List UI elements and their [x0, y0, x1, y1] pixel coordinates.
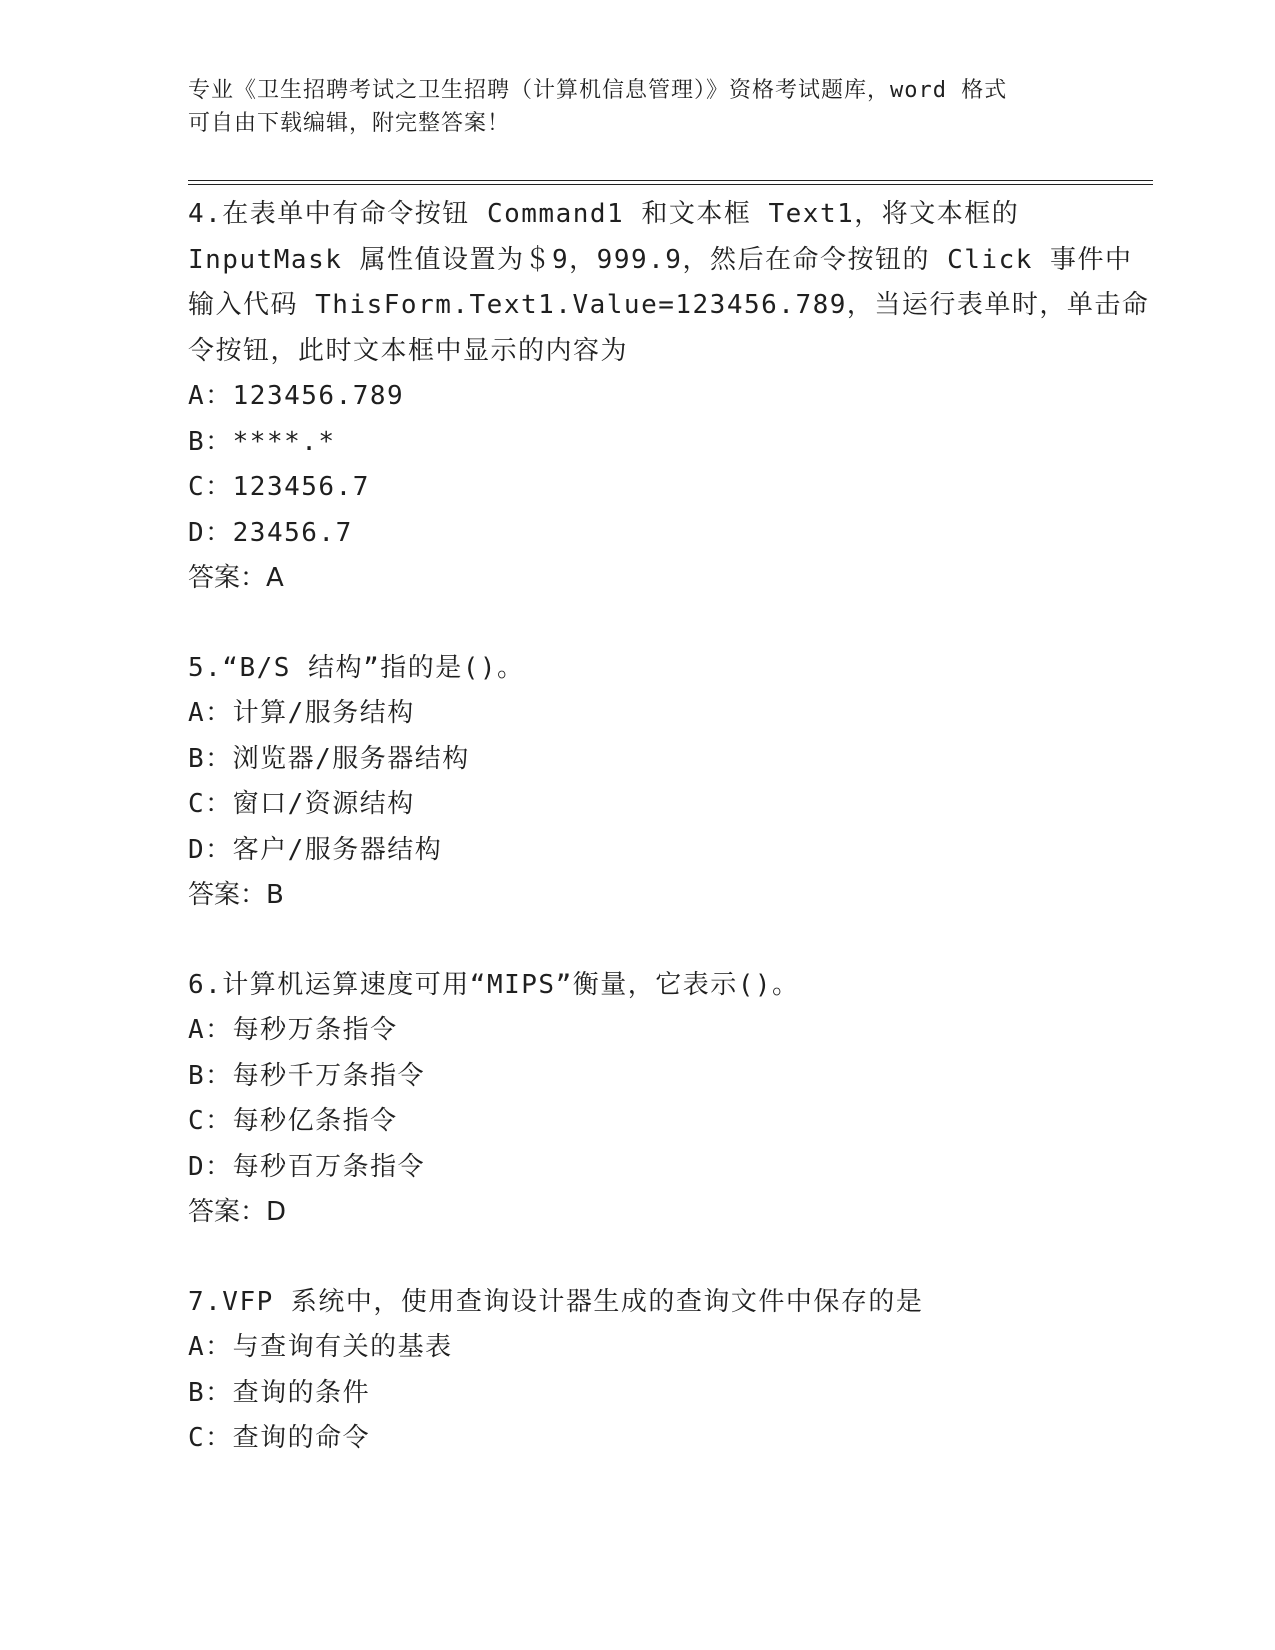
option-a: A：123456.789	[188, 381, 405, 411]
question-stem-line: InputMask 属性值设置为＄9，999.9，然后在命令按钮的 Click 事件中	[188, 244, 1133, 275]
answer-label: 答案：B	[188, 880, 284, 910]
option-c: C：123456.7	[188, 472, 370, 502]
spacer	[188, 602, 1088, 646]
option-a: A：计算/服务结构	[188, 698, 415, 728]
question-6	[188, 963, 1088, 1236]
document-header	[188, 74, 1088, 140]
header-divider-bottom	[188, 184, 1153, 185]
option-c: C：查询的命令	[188, 1423, 371, 1453]
option-d: D：23456.7	[188, 517, 353, 548]
question-stem-line: 4.在表单中有命令按钮 Command1 和文本框 Text1，将文本框的	[188, 199, 1020, 229]
question-list	[188, 192, 1150, 1462]
spacer	[188, 919, 1088, 963]
question-stem-line: 5.“B/S 结构”指的是()。	[188, 652, 525, 683]
question-stem-line: 6.计算机运算速度可用“MIPS”衡量，它表示()。	[188, 969, 800, 1000]
option-d: D：每秒百万条指令	[188, 1151, 426, 1182]
option-d: D：客户/服务器结构	[188, 834, 443, 865]
question-4	[188, 192, 1150, 602]
question-stem-line: 7.VFP 系统中，使用查询设计器生成的查询文件中保存的是	[188, 1286, 924, 1317]
option-b: B：浏览器/服务器结构	[188, 743, 470, 774]
option-c: C：窗口/资源结构	[188, 789, 415, 819]
question-7	[188, 1280, 1088, 1462]
question-stem-line: 输入代码 ThisForm.Text1.Value=123456.789，当运行表单时，单击命	[188, 290, 1150, 320]
question-5	[188, 646, 1088, 919]
option-b: B：****.*	[188, 426, 336, 457]
answer-label: 答案：D	[188, 1197, 287, 1227]
option-b: B：查询的条件	[188, 1377, 371, 1408]
option-a: A：每秒万条指令	[188, 1015, 398, 1045]
question-stem-line: 令按钮，此时文本框中显示的内容为	[188, 335, 629, 366]
option-c: C：每秒亿条指令	[188, 1106, 398, 1136]
header-line-1: 专业《卫生招聘考试之卫生招聘（计算机信息管理）》资格考试题库，word 格式	[188, 78, 1008, 103]
answer-label: 答案：A	[188, 563, 284, 593]
header-line-2: 可自由下载编辑，附完整答案！	[188, 111, 511, 136]
option-a: A：与查询有关的基表	[188, 1332, 453, 1362]
spacer	[188, 1236, 1088, 1280]
option-b: B：每秒千万条指令	[188, 1060, 426, 1091]
header-divider-top	[188, 180, 1153, 181]
